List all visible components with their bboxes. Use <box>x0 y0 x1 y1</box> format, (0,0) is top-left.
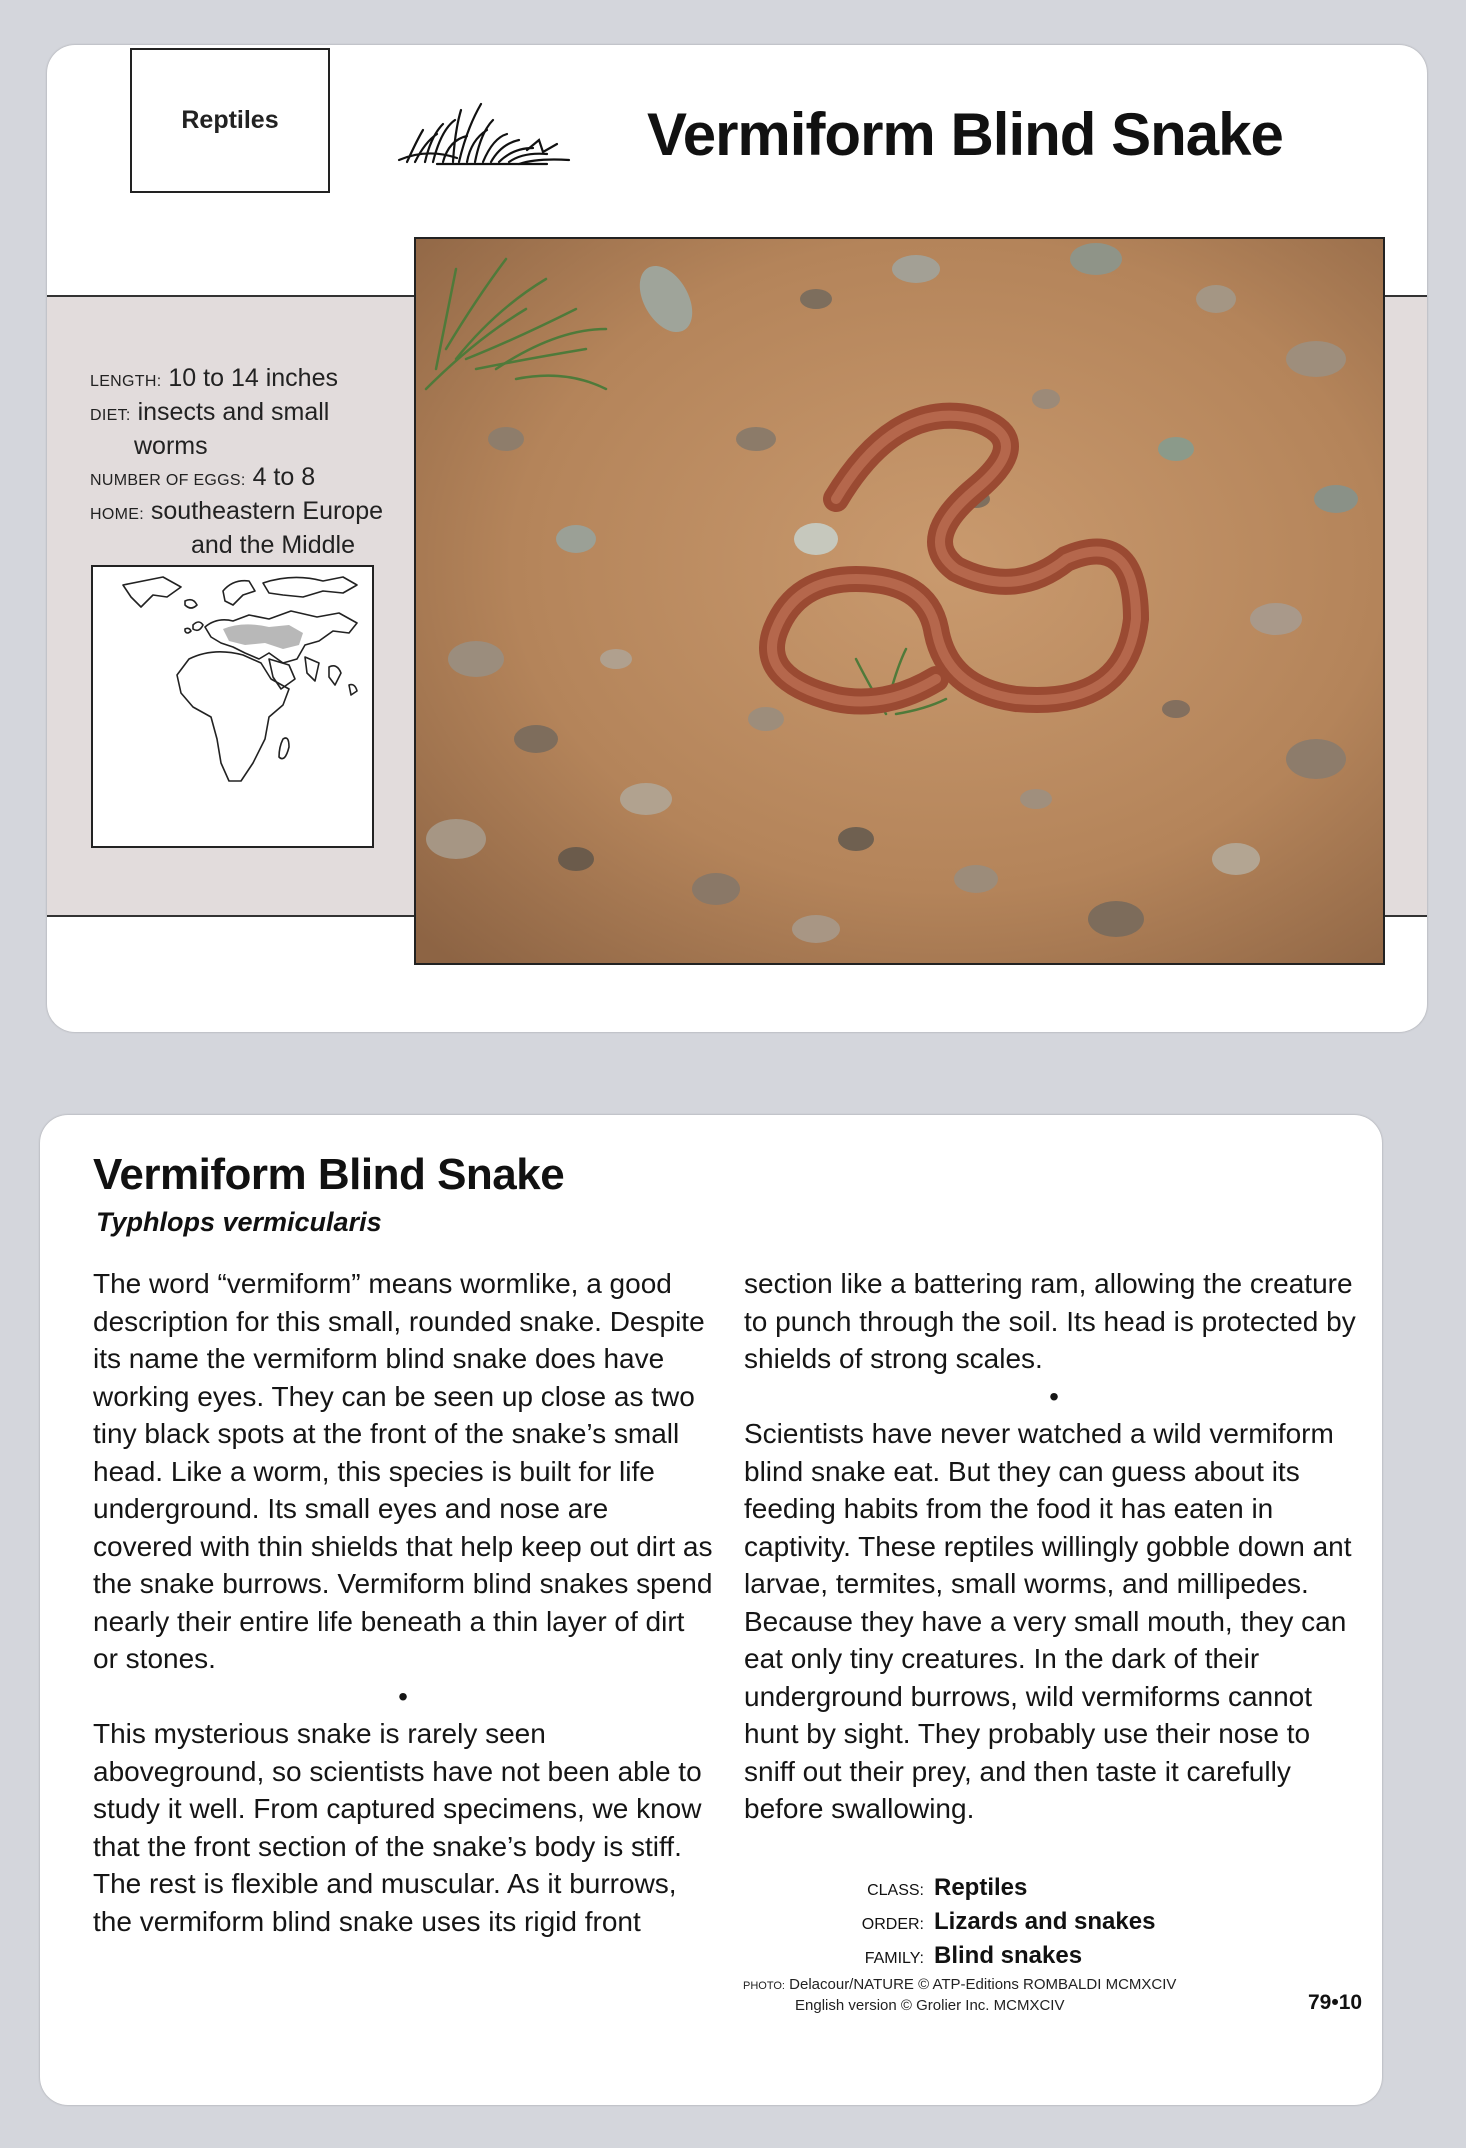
front-card <box>47 45 1427 1032</box>
diet-label: DIET: <box>90 407 131 424</box>
taxonomy <box>850 1872 1155 1974</box>
category-label: Reptiles <box>181 106 279 134</box>
credit-line-2: English version © Grolier Inc. MCMXCIV <box>795 1997 1065 2014</box>
grass-icon <box>397 100 572 170</box>
class-value: Reptiles <box>934 1874 1028 1901</box>
home-label: HOME: <box>90 506 144 523</box>
photo-label: PHOTO: <box>743 1980 785 1992</box>
range-map <box>91 565 374 848</box>
credit-line-1: Delacour/NATURE © ATP-Editions ROMBALDI MCMXCIV <box>789 1976 1177 1993</box>
diet-value: insects and small <box>137 398 330 426</box>
paragraph: Scientists have never watched a wild vermiform blind snake eat. But they can guess about its feeding habits from the food it has eaten in captivity. These reptiles willingly gobble down ant larvae, termites, small worms, and millipedes. Because they have a very small mouth, they can eat only tiny creatures. In the dark of their underground burrows, wild vermiforms cannot hunt by sight. They probably use their nose to sniff out their prey, and then taste it carefully before swallowing. <box>744 1418 1352 1824</box>
range-area <box>223 624 303 649</box>
length-label: LENGTH: <box>90 373 162 390</box>
world-map-icon <box>93 567 372 846</box>
snake-photo-image <box>416 239 1383 963</box>
home-value-cont: and the Middle <box>191 531 356 559</box>
separator-dot: • <box>1049 1380 1059 1412</box>
back-card <box>40 1115 1382 2105</box>
snake-photo <box>414 237 1385 965</box>
eggs-value: 4 to 8 <box>252 463 316 491</box>
back-title: Vermiform Blind Snake <box>93 1150 565 1199</box>
class-label: CLASS: <box>867 1882 924 1899</box>
order-value: Lizards and snakes <box>934 1908 1156 1935</box>
card-number: 79•10 <box>1308 1991 1363 2014</box>
scientific-name: Typhlops vermicularis <box>96 1207 382 1237</box>
home-value: southeastern Europe <box>150 497 384 525</box>
paragraph: section like a battering ram, allowing the creature to punch through the soil. Its head is protected by shields of strong scales. <box>744 1268 1356 1374</box>
diet-value-cont: worms <box>134 432 208 460</box>
eggs-label: NUMBER OF EGGS: <box>90 472 246 489</box>
card-title: Vermiform Blind Snake <box>647 101 1283 168</box>
text-column-left <box>93 1265 713 1940</box>
paragraph: The word “vermiform” means wormlike, a good description for this small, rounded snake. Despite its name the vermiform blind snake does have working eyes. They can be seen up close as two tiny black spots at the front of the snake’s small head. Like a worm, this species is built for life underground. Its small eyes and nose are covered with thin shields that help keep out dirt as the snake burrows. Vermiform blind snakes spend nearly their entire life beneath a thin layer of dirt or stones. <box>93 1268 713 1674</box>
separator-dot: • <box>398 1680 408 1712</box>
family-value: Blind snakes <box>934 1942 1083 1969</box>
text-column-right <box>744 1265 1364 1828</box>
category-box <box>130 48 330 193</box>
length-value: 10 to 14 inches <box>168 364 338 392</box>
photo-credits <box>743 1975 1176 2016</box>
family-label: FAMILY: <box>864 1950 924 1967</box>
order-label: ORDER: <box>861 1916 924 1933</box>
paragraph: This mysterious snake is rarely seen aboveground, so scientists have not been able to study it well. From captured specimens, we know that the front section of the snake’s body is stiff. The rest is flexible and muscular. As it burrows, the vermiform blind snake uses its rigid front <box>93 1718 702 1937</box>
fact-list <box>90 363 410 592</box>
